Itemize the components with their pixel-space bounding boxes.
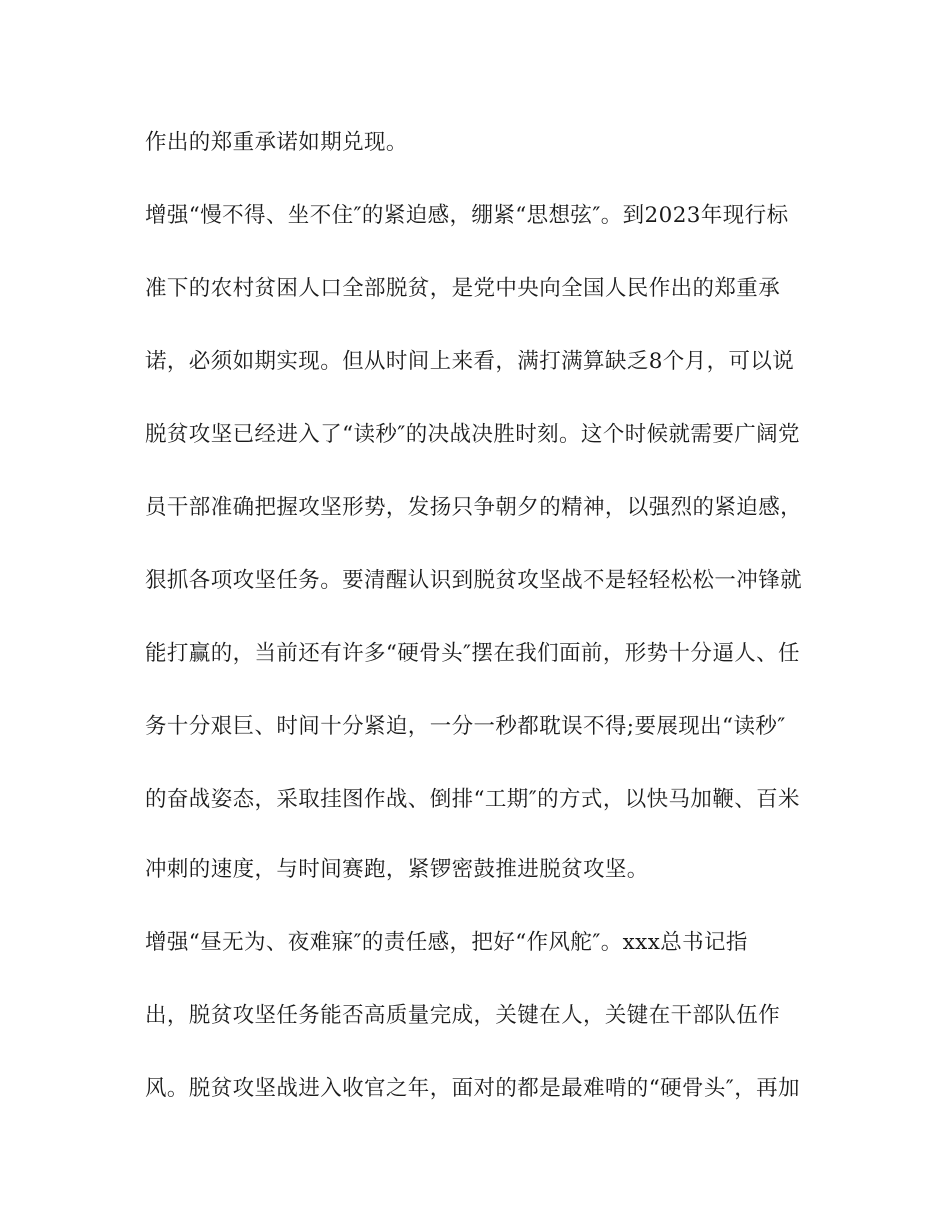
text-line: 务十分艰巨、时间十分紧迫，一分一秒都耽误不得;要展现出“读秒″ bbox=[145, 714, 786, 739]
text-line: 出，脱贫攻坚任务能否高质量完成，关键在人，关键在干部队伍作 bbox=[145, 1003, 781, 1028]
text-line: 冲刺的速度，与时间赛跑，紧锣密鼓推进脱贫攻坚。 bbox=[145, 857, 649, 882]
text-line: 增强“慢不得、坐不住″的紧迫感，绷紧“思想弦″。到2023年现行标 bbox=[145, 203, 789, 228]
text-line: 员干部准确把握攻坚形势，发扬只争朝夕的精神，以强烈的紧迫感， bbox=[145, 495, 803, 520]
text-line: 的奋战姿态，采取挂图作战、倒排“工期″的方式，以快马加鞭、百米 bbox=[145, 787, 800, 812]
text-line: 狠抓各项攻坚任务。要清醒认识到脱贫攻坚战不是轻轻松松一冲锋就 bbox=[145, 568, 803, 593]
text-line: 作出的郑重承诺如期兑现。 bbox=[145, 130, 408, 155]
text-line: 能打赢的，当前还有许多“硬骨头″摆在我们面前，形势十分逼人、任 bbox=[145, 641, 800, 666]
text-line: 风。脱贫攻坚战进入收官之年，面对的都是最难啃的“硬骨头″，再加 bbox=[145, 1076, 800, 1101]
text-line: 脱贫攻坚已经进入了“读秒″的决战决胜时刻。这个时候就需要广阔党 bbox=[145, 422, 800, 447]
text-line: 诺，必须如期实现。但从时间上来看，满打满算缺乏8个月，可以说 bbox=[145, 349, 795, 374]
text-line: 增强“昼无为、夜难寐″的责任感，把好“作风舵″。xxx总书记指 bbox=[145, 930, 748, 955]
text-line: 准下的农村贫困人口全部脱贫，是党中央向全国人民作出的郑重承 bbox=[145, 276, 781, 301]
